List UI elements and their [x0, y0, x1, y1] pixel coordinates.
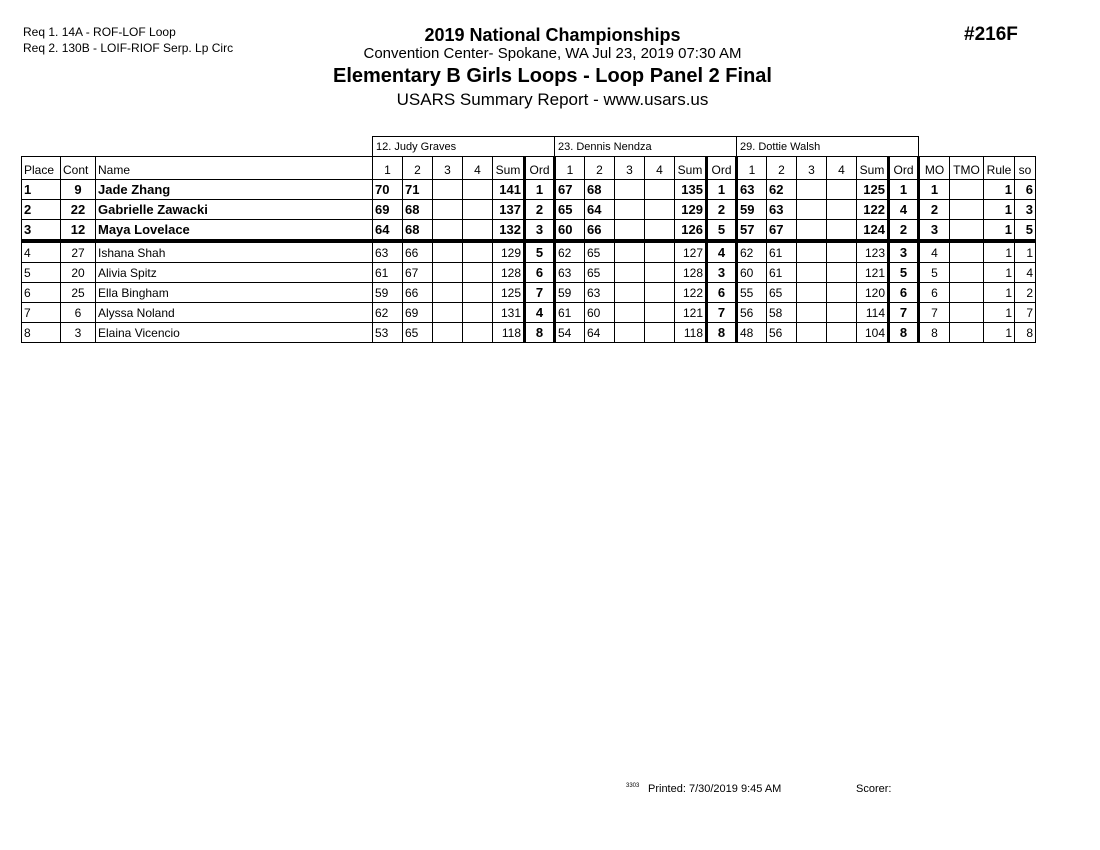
score-cell — [827, 200, 857, 220]
score-cell: 55 — [737, 283, 767, 303]
rule-cell: 1 — [984, 180, 1015, 200]
place-cell: 8 — [22, 323, 61, 343]
sum-cell: 132 — [493, 220, 525, 242]
score-cell: 63 — [737, 180, 767, 200]
score-cell — [615, 180, 645, 200]
cont-cell: 27 — [61, 241, 96, 263]
place-cell: 4 — [22, 241, 61, 263]
score-cell — [463, 263, 493, 283]
cont-cell: 25 — [61, 283, 96, 303]
col-header-ord: Ord — [889, 157, 919, 180]
sum-cell: 129 — [493, 241, 525, 263]
score-cell — [615, 241, 645, 263]
col-header-sum: Sum — [675, 157, 707, 180]
score-cell — [645, 303, 675, 323]
ord-cell: 5 — [525, 241, 555, 263]
ord-cell: 1 — [707, 180, 737, 200]
ord-cell: 1 — [889, 180, 919, 200]
page-title: 2019 National Championships — [424, 25, 681, 45]
score-cell: 59 — [373, 283, 403, 303]
tmo-cell — [950, 200, 984, 220]
mo-cell: 3 — [919, 220, 950, 242]
col-header-sum: Sum — [493, 157, 525, 180]
col-header-j4: 4 — [645, 157, 675, 180]
col-header-name: Name — [96, 157, 373, 180]
place-cell: 1 — [22, 180, 61, 200]
so-cell: 5 — [1015, 220, 1036, 242]
sum-cell: 122 — [857, 200, 889, 220]
score-cell: 60 — [555, 220, 585, 242]
place-cell: 2 — [22, 200, 61, 220]
score-cell — [433, 180, 463, 200]
score-cell — [645, 263, 675, 283]
score-cell — [463, 220, 493, 242]
tmo-cell — [950, 283, 984, 303]
score-cell — [645, 323, 675, 343]
skater-name-cell: Alyssa Noland — [96, 303, 373, 323]
score-cell — [433, 283, 463, 303]
rule-cell: 1 — [984, 263, 1015, 283]
score-cell — [463, 303, 493, 323]
ord-cell: 7 — [889, 303, 919, 323]
score-cell — [463, 323, 493, 343]
score-cell: 69 — [403, 303, 433, 323]
ord-cell: 3 — [525, 220, 555, 242]
cont-cell: 22 — [61, 200, 96, 220]
so-cell: 3 — [1015, 200, 1036, 220]
col-header-place: Place — [22, 157, 61, 180]
col-header-j4: 4 — [827, 157, 857, 180]
mo-cell: 6 — [919, 283, 950, 303]
score-cell: 63 — [555, 263, 585, 283]
score-cell — [797, 180, 827, 200]
score-cell: 56 — [767, 323, 797, 343]
score-cell: 56 — [737, 303, 767, 323]
sum-cell: 121 — [675, 303, 707, 323]
ord-cell: 5 — [707, 220, 737, 242]
skater-name-cell: Ishana Shah — [96, 241, 373, 263]
score-cell — [797, 323, 827, 343]
place-cell: 6 — [22, 283, 61, 303]
score-cell — [463, 283, 493, 303]
table-row — [22, 263, 1036, 283]
ord-cell: 6 — [707, 283, 737, 303]
score-cell: 62 — [737, 241, 767, 263]
score-cell: 58 — [767, 303, 797, 323]
cont-cell: 20 — [61, 263, 96, 283]
ord-cell: 3 — [707, 263, 737, 283]
score-cell: 59 — [737, 200, 767, 220]
score-cell — [433, 241, 463, 263]
score-cell: 62 — [373, 303, 403, 323]
score-cell: 66 — [403, 241, 433, 263]
col-header-j3: 3 — [433, 157, 463, 180]
score-cell: 61 — [767, 263, 797, 283]
col-header-j4: 4 — [463, 157, 493, 180]
score-cell — [827, 180, 857, 200]
score-cell: 57 — [737, 220, 767, 242]
score-cell: 63 — [767, 200, 797, 220]
score-cell: 68 — [403, 200, 433, 220]
score-cell: 67 — [555, 180, 585, 200]
sum-cell: 125 — [493, 283, 525, 303]
score-cell: 65 — [585, 241, 615, 263]
col-header-j1: 1 — [373, 157, 403, 180]
column-header-row — [22, 157, 1036, 180]
score-cell: 64 — [373, 220, 403, 242]
score-cell — [463, 200, 493, 220]
score-cell: 68 — [585, 180, 615, 200]
tmo-cell — [950, 323, 984, 343]
col-header-so: so — [1015, 157, 1036, 180]
score-cell: 66 — [585, 220, 615, 242]
score-cell: 63 — [373, 241, 403, 263]
ord-cell: 8 — [889, 323, 919, 343]
score-cell: 67 — [767, 220, 797, 242]
scorer-label: Scorer: — [856, 783, 892, 795]
score-cell: 61 — [555, 303, 585, 323]
col-header-j1: 1 — [737, 157, 767, 180]
score-cell — [615, 200, 645, 220]
ord-cell: 3 — [889, 241, 919, 263]
score-cell — [797, 241, 827, 263]
score-cell: 62 — [767, 180, 797, 200]
score-cell: 70 — [373, 180, 403, 200]
so-cell: 8 — [1015, 323, 1036, 343]
table-row — [22, 220, 1036, 242]
score-cell — [645, 241, 675, 263]
sum-cell: 128 — [675, 263, 707, 283]
skater-name-cell: Jade Zhang — [96, 180, 373, 200]
place-cell: 3 — [22, 220, 61, 242]
sum-cell: 120 — [857, 283, 889, 303]
score-cell — [645, 220, 675, 242]
score-cell — [463, 180, 493, 200]
ord-cell: 8 — [525, 323, 555, 343]
score-cell: 65 — [403, 323, 433, 343]
sum-cell: 118 — [675, 323, 707, 343]
score-cell: 71 — [403, 180, 433, 200]
score-cell: 65 — [767, 283, 797, 303]
sum-cell: 127 — [675, 241, 707, 263]
sum-cell: 118 — [493, 323, 525, 343]
score-cell — [827, 323, 857, 343]
event-title: Elementary B Girls Loops - Loop Panel 2 Final — [333, 65, 772, 87]
score-cell — [615, 303, 645, 323]
col-header-j3: 3 — [797, 157, 827, 180]
place-cell: 5 — [22, 263, 61, 283]
table-row — [22, 241, 1036, 263]
col-header-tmo: TMO — [950, 157, 984, 180]
report-title: USARS Summary Report - www.usars.us — [396, 90, 709, 109]
score-cell — [797, 200, 827, 220]
table-row — [22, 180, 1036, 200]
table-row — [22, 283, 1036, 303]
col-header-j3: 3 — [615, 157, 645, 180]
cont-cell: 9 — [61, 180, 96, 200]
score-cell — [797, 220, 827, 242]
score-cell — [797, 283, 827, 303]
score-cell: 54 — [555, 323, 585, 343]
ord-cell: 6 — [525, 263, 555, 283]
ord-cell: 4 — [707, 241, 737, 263]
score-cell: 61 — [373, 263, 403, 283]
ord-cell: 5 — [889, 263, 919, 283]
tmo-cell — [950, 241, 984, 263]
so-cell: 2 — [1015, 283, 1036, 303]
sum-cell: 135 — [675, 180, 707, 200]
skater-name-cell: Alivia Spitz — [96, 263, 373, 283]
score-cell: 65 — [585, 263, 615, 283]
sum-cell: 124 — [857, 220, 889, 242]
score-cell: 66 — [403, 283, 433, 303]
ord-cell: 2 — [707, 200, 737, 220]
ord-cell: 7 — [525, 283, 555, 303]
score-cell — [827, 241, 857, 263]
sum-cell: 104 — [857, 323, 889, 343]
printed-timestamp: Printed: 7/30/2019 9:45 AM — [648, 783, 782, 795]
score-cell — [827, 303, 857, 323]
score-cell — [645, 180, 675, 200]
footer-mark: 3303 — [626, 783, 640, 789]
col-header-j2: 2 — [767, 157, 797, 180]
mo-cell: 5 — [919, 263, 950, 283]
judge-name: 23. Dennis Nendza — [555, 137, 737, 157]
score-cell — [645, 283, 675, 303]
place-cell: 7 — [22, 303, 61, 323]
cont-cell: 12 — [61, 220, 96, 242]
score-cell: 68 — [403, 220, 433, 242]
judge-name: 29. Dottie Walsh — [737, 137, 919, 157]
rule-cell: 1 — [984, 283, 1015, 303]
sum-cell: 141 — [493, 180, 525, 200]
sum-cell: 128 — [493, 263, 525, 283]
score-cell — [433, 220, 463, 242]
score-cell: 53 — [373, 323, 403, 343]
score-cell — [827, 220, 857, 242]
col-header-mo: MO — [919, 157, 950, 180]
sum-cell: 125 — [857, 180, 889, 200]
mo-cell: 2 — [919, 200, 950, 220]
mo-cell: 8 — [919, 323, 950, 343]
score-cell: 60 — [585, 303, 615, 323]
score-cell: 59 — [555, 283, 585, 303]
rule-cell: 1 — [984, 241, 1015, 263]
ord-cell: 8 — [707, 323, 737, 343]
score-cell — [615, 323, 645, 343]
col-header-sum: Sum — [857, 157, 889, 180]
score-cell — [645, 200, 675, 220]
score-cell — [433, 263, 463, 283]
so-cell: 1 — [1015, 241, 1036, 263]
mo-cell: 7 — [919, 303, 950, 323]
cont-cell: 6 — [61, 303, 96, 323]
rule-cell: 1 — [984, 303, 1015, 323]
score-cell: 60 — [737, 263, 767, 283]
col-header-ord: Ord — [525, 157, 555, 180]
ord-cell: 6 — [889, 283, 919, 303]
ord-cell: 7 — [707, 303, 737, 323]
mo-cell: 1 — [919, 180, 950, 200]
skater-name-cell: Ella Bingham — [96, 283, 373, 303]
col-header-cont: Cont — [61, 157, 96, 180]
cont-cell: 3 — [61, 323, 96, 343]
rule-cell: 1 — [984, 323, 1015, 343]
sum-cell: 137 — [493, 200, 525, 220]
so-cell: 7 — [1015, 303, 1036, 323]
score-cell: 67 — [403, 263, 433, 283]
col-header-j2: 2 — [403, 157, 433, 180]
so-cell: 4 — [1015, 263, 1036, 283]
score-cell — [797, 263, 827, 283]
judge-header-row — [22, 137, 1036, 157]
event-number: #216F — [964, 24, 1018, 45]
skater-name-cell: Maya Lovelace — [96, 220, 373, 242]
sum-cell: 121 — [857, 263, 889, 283]
results-table — [21, 136, 1036, 343]
judge-name: 12. Judy Graves — [373, 137, 555, 157]
requirement-2: Req 2. 130B - LOIF-RIOF Serp. Lp Circ — [23, 41, 234, 55]
score-cell: 48 — [737, 323, 767, 343]
ord-cell: 4 — [889, 200, 919, 220]
score-cell — [433, 303, 463, 323]
sum-cell: 129 — [675, 200, 707, 220]
score-cell — [827, 263, 857, 283]
score-cell: 69 — [373, 200, 403, 220]
venue-line: Convention Center- Spokane, WA Jul 23, 2019 07:30 AM — [363, 45, 742, 62]
score-cell — [827, 283, 857, 303]
sum-cell: 114 — [857, 303, 889, 323]
tmo-cell — [950, 180, 984, 200]
tmo-cell — [950, 303, 984, 323]
score-cell: 63 — [585, 283, 615, 303]
col-header-j1: 1 — [555, 157, 585, 180]
score-cell — [433, 323, 463, 343]
score-cell — [615, 263, 645, 283]
ord-cell: 1 — [525, 180, 555, 200]
score-cell — [615, 220, 645, 242]
rule-cell: 1 — [984, 220, 1015, 242]
mo-cell: 4 — [919, 241, 950, 263]
score-cell — [433, 200, 463, 220]
score-cell — [797, 303, 827, 323]
ord-cell: 2 — [525, 200, 555, 220]
score-cell: 64 — [585, 323, 615, 343]
sum-cell: 123 — [857, 241, 889, 263]
so-cell: 6 — [1015, 180, 1036, 200]
tmo-cell — [950, 220, 984, 242]
col-header-rule: Rule — [984, 157, 1015, 180]
skater-name-cell: Elaina Vicencio — [96, 323, 373, 343]
ord-cell: 2 — [889, 220, 919, 242]
score-cell: 65 — [555, 200, 585, 220]
col-header-j2: 2 — [585, 157, 615, 180]
tmo-cell — [950, 263, 984, 283]
score-cell — [615, 283, 645, 303]
skater-name-cell: Gabrielle Zawacki — [96, 200, 373, 220]
score-cell: 62 — [555, 241, 585, 263]
table-row — [22, 323, 1036, 343]
sum-cell: 131 — [493, 303, 525, 323]
rule-cell: 1 — [984, 200, 1015, 220]
table-row — [22, 200, 1036, 220]
requirement-1: Req 1. 14A - ROF-LOF Loop — [23, 25, 176, 39]
col-header-ord: Ord — [707, 157, 737, 180]
sum-cell: 126 — [675, 220, 707, 242]
sum-cell: 122 — [675, 283, 707, 303]
score-cell: 61 — [767, 241, 797, 263]
score-cell — [463, 241, 493, 263]
ord-cell: 4 — [525, 303, 555, 323]
score-cell: 64 — [585, 200, 615, 220]
table-row — [22, 303, 1036, 323]
